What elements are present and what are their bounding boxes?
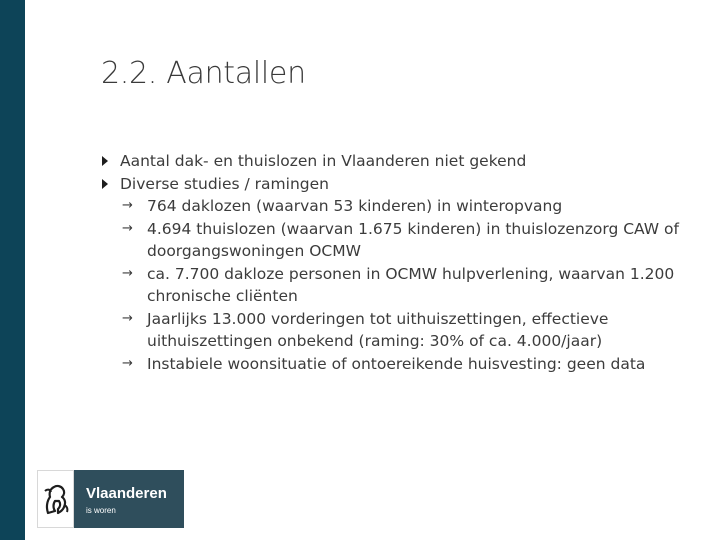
flemish-lion-icon xyxy=(42,483,70,517)
slide-body xyxy=(101,150,691,375)
subbullet-text: 4.694 thuislozen (waarvan 1.675 kinderen) in thuislozenzorg CAW of doorgangswoningen OCMW xyxy=(147,219,679,260)
slide-title: 2.2. Aantallen xyxy=(101,56,306,91)
bullet-text: Aantal dak- en thuislozen in Vlaanderen niet gekend xyxy=(120,152,527,170)
subbullet-text: Instabiele woonsituatie of ontoereikende huisvesting: geen data xyxy=(147,354,646,373)
subbullet-item xyxy=(101,353,691,376)
subbullet-text: 764 daklozen (waarvan 53 kinderen) in winteropvang xyxy=(147,197,563,215)
bullet-text: Diverse studies / ramingen xyxy=(120,174,329,193)
bullet-item xyxy=(101,173,691,196)
logo-tagline: is woren xyxy=(86,506,116,515)
triangle-bullet-icon xyxy=(102,179,108,189)
bullet-item xyxy=(101,150,691,173)
logo-wordmark: Vlaanderen xyxy=(86,485,167,502)
subbullet-item xyxy=(101,263,691,308)
subbullet-item xyxy=(101,195,691,218)
subbullet-text: Jaarlijks 13.000 vorderingen tot uithuiszettingen, effectieve uithuiszettingen onbekend (raming: 30% of ca. 4.000/jaar) xyxy=(147,309,609,350)
lion-emblem xyxy=(37,470,74,528)
arrow-bullet-icon: → xyxy=(122,220,133,236)
vlaanderen-logo xyxy=(37,470,184,528)
subbullet-item xyxy=(101,218,691,263)
left-accent-bar xyxy=(0,0,25,540)
triangle-bullet-icon xyxy=(102,156,108,166)
arrow-bullet-icon: → xyxy=(122,198,133,213)
arrow-bullet-icon: → xyxy=(122,355,133,371)
arrow-bullet-icon: → xyxy=(122,310,133,326)
subbullet-item xyxy=(101,308,691,353)
subbullet-text: ca. 7.700 dakloze personen in OCMW hulpverlening, waarvan 1.200 chronische cliënten xyxy=(147,264,675,305)
arrow-bullet-icon: → xyxy=(122,265,133,281)
